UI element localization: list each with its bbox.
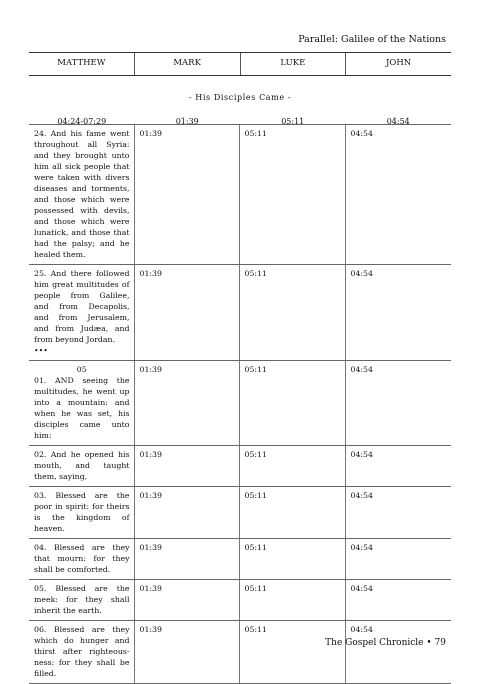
page-footer: The Gospel Chronicle • 79 — [325, 638, 446, 648]
mark-ref: 01:39 — [134, 361, 239, 446]
luke-ref: 05:11 — [239, 487, 345, 539]
ref-luke: 05:11 — [281, 117, 305, 126]
column-heading-luke: LUKE — [240, 53, 346, 75]
verse-row — [29, 125, 451, 265]
luke-ref: 05:11 — [239, 265, 345, 361]
matthew-verse: 24. And his fame went throughout all Syria: and they brought unto him all sick people that were taken with divers diseases and torments, and those which were possessed with devils, and those which were lunatick, and those that had the palsy; and he healed them. — [29, 125, 134, 265]
luke-ref: 05:11 — [239, 446, 345, 487]
matthew-verse: 05. Blessed are the meek: for they shall inherit the earth. — [29, 580, 134, 621]
section-title: - His Disciples Came - — [188, 93, 292, 102]
john-ref: 04:54 — [345, 487, 451, 539]
column-heading-mark: MARK — [134, 53, 240, 75]
john-ref: 04:54 — [345, 125, 451, 265]
luke-ref: 05:11 — [239, 125, 345, 265]
verse-row — [29, 361, 451, 446]
mark-ref: 01:39 — [134, 621, 239, 684]
john-ref: 04:54 — [345, 539, 451, 580]
column-heading-john: JOHN — [345, 53, 451, 75]
john-ref: 04:54 — [345, 446, 451, 487]
ref-john: 04:54 — [386, 117, 410, 126]
verse-row — [29, 621, 451, 684]
matthew-verse-text: 01. AND seeing the multitudes, he went up into a mountain: and when he was set, his disciples came unto him: — [34, 376, 130, 440]
john-ref: 04:54 — [345, 265, 451, 361]
matthew-verse — [29, 361, 134, 446]
matthew-verse: 04. Blessed are they that mourn: for they shall be comforted. — [29, 539, 134, 580]
luke-ref: 05:11 — [239, 580, 345, 621]
mark-ref: 01:39 — [134, 580, 239, 621]
mark-ref: 01:39 — [134, 446, 239, 487]
john-ref: 04:54 — [345, 580, 451, 621]
verse-row — [29, 487, 451, 539]
john-ref: 04:54 — [345, 621, 451, 684]
matthew-verse: 06. Blessed are they which do hunger and thirst after righteous- ness: for they shall be filled. — [29, 621, 134, 684]
gospel-columns-header — [29, 52, 451, 76]
verse-row — [29, 539, 451, 580]
john-ref: 04:54 — [345, 361, 451, 446]
mark-ref: 01:39 — [134, 265, 239, 361]
verse-row — [29, 446, 451, 487]
ref-mark: 01:39 — [175, 117, 199, 126]
column-heading-matthew: MATTHEW — [57, 58, 106, 68]
parallel-verses-table — [29, 124, 451, 684]
matthew-verse: 02. And he opened his mouth, and taught them, saying, — [29, 446, 134, 487]
ref-matthew: 04:24-07:29 — [57, 117, 107, 126]
verse-row — [29, 580, 451, 621]
mark-ref: 01:39 — [134, 487, 239, 539]
matthew-verse-text: 25. And there followed him great multitudes of people from Galilee, and from Decapolis, and from Jerusalem, and from Judæa, and from beyond Jordan. ••• — [34, 269, 130, 355]
mark-ref: 01:39 — [134, 125, 239, 265]
luke-ref: 05:11 — [239, 621, 345, 684]
luke-ref: 05:11 — [239, 361, 345, 446]
mark-ref: 01:39 — [134, 539, 239, 580]
verse-row — [29, 265, 451, 361]
matthew-verse: 03. Blessed are the poor in spirit: for theirs is the kingdom of heaven. — [29, 487, 134, 539]
page-header-title: Parallel: Galilee of the Nations — [298, 34, 446, 45]
luke-ref: 05:11 — [239, 539, 345, 580]
chapter-number: 05 — [76, 365, 87, 374]
matthew-verse — [29, 265, 134, 361]
